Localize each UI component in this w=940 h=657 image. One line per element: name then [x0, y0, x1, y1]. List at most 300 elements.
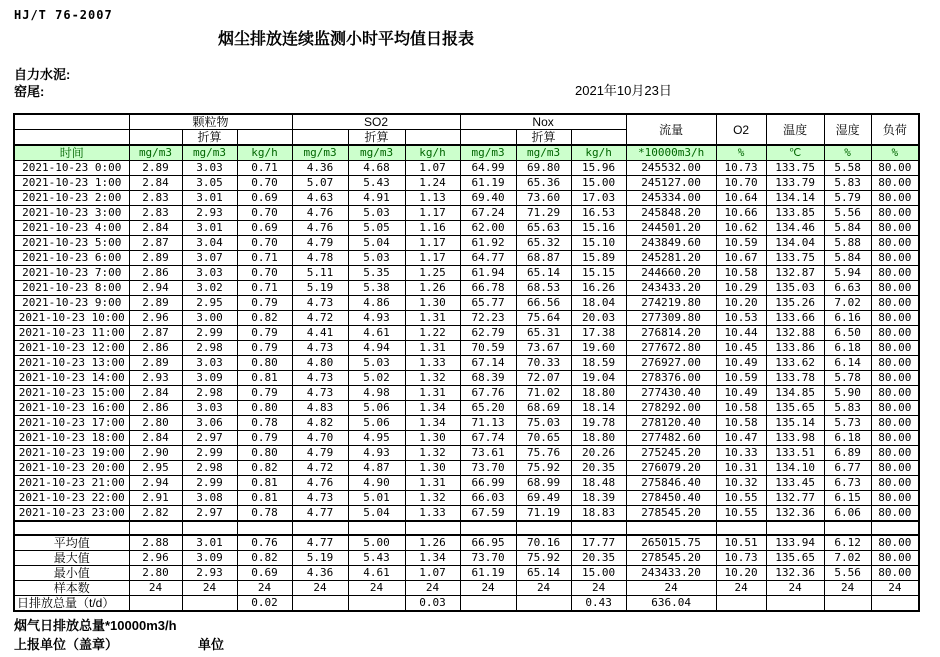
value-cell: 10.32: [716, 476, 766, 491]
value-cell: 3.01: [182, 221, 237, 236]
value-cell: 134.85: [766, 386, 824, 401]
time-cell: 2021-10-23 10:00: [14, 311, 129, 326]
value-cell: 2.96: [129, 311, 182, 326]
value-cell: 10.29: [716, 281, 766, 296]
flue-gas-total-note: 烟气日排放总量*10000m3/h: [14, 618, 177, 633]
table-row: [14, 506, 919, 522]
value-cell: 4.73: [292, 341, 348, 356]
value-cell: 68.99: [516, 476, 571, 491]
value-cell: 5.90: [824, 386, 871, 401]
empty-cell: [405, 521, 460, 535]
value-cell: 65.77: [460, 296, 516, 311]
value-cell: 2.97: [182, 506, 237, 522]
time-cell: 2021-10-23 23:00: [14, 506, 129, 522]
summary-row: [14, 581, 919, 596]
value-cell: 134.10: [766, 461, 824, 476]
value-cell: 0.79: [237, 341, 292, 356]
value-cell: 2.99: [182, 446, 237, 461]
value-cell: 3.08: [182, 491, 237, 506]
value-cell: 80.00: [871, 311, 919, 326]
value-cell: 278545.20: [626, 551, 716, 566]
value-cell: 17.77: [571, 535, 626, 551]
value-cell: 245127.00: [626, 176, 716, 191]
report-date: 2021年10月23日: [575, 83, 672, 98]
value-cell: 80.00: [871, 476, 919, 491]
value-cell: 6.12: [824, 535, 871, 551]
value-cell: 10.58: [716, 266, 766, 281]
value-cell: 10.47: [716, 431, 766, 446]
value-cell: 67.59: [460, 506, 516, 522]
unit-cell: mg/m3: [182, 145, 237, 161]
value-cell: 4.78: [292, 251, 348, 266]
load-header: 负荷: [871, 114, 919, 145]
empty-cell: [129, 521, 182, 535]
value-cell: 10.62: [716, 221, 766, 236]
value-cell: 135.14: [766, 416, 824, 431]
value-cell: 65.31: [516, 326, 571, 341]
value-cell: 0.69: [237, 221, 292, 236]
empty-cell: [292, 130, 348, 146]
value-cell: 4.76: [292, 221, 348, 236]
value-cell: 3.00: [182, 311, 237, 326]
value-cell: 0.79: [237, 326, 292, 341]
value-cell: 3.03: [182, 356, 237, 371]
value-cell: 24: [571, 581, 626, 596]
value-cell: 5.94: [824, 266, 871, 281]
value-cell: 10.58: [716, 416, 766, 431]
value-cell: 15.15: [571, 266, 626, 281]
value-cell: 6.16: [824, 311, 871, 326]
value-cell: 4.61: [348, 326, 405, 341]
value-cell: 276814.20: [626, 326, 716, 341]
value-cell: 636.04: [626, 596, 716, 612]
value-cell: 4.86: [348, 296, 405, 311]
time-cell: 2021-10-23 5:00: [14, 236, 129, 251]
empty-cell: [405, 130, 460, 146]
value-cell: 65.32: [516, 236, 571, 251]
value-cell: 3.09: [182, 371, 237, 386]
summary-row: [14, 551, 919, 566]
value-cell: 6.50: [824, 326, 871, 341]
value-cell: 133.94: [766, 535, 824, 551]
value-cell: 1.34: [405, 416, 460, 431]
value-cell: 5.84: [824, 221, 871, 236]
table-row: [14, 191, 919, 206]
value-cell: 1.26: [405, 535, 460, 551]
value-cell: 132.36: [766, 566, 824, 581]
value-cell: 72.23: [460, 311, 516, 326]
time-cell: 2021-10-23 4:00: [14, 221, 129, 236]
value-cell: 5.06: [348, 401, 405, 416]
empty-cell: [460, 130, 516, 146]
value-cell: 80.00: [871, 491, 919, 506]
value-cell: 4.87: [348, 461, 405, 476]
table-row: [14, 236, 919, 251]
time-cell: 2021-10-23 18:00: [14, 431, 129, 446]
value-cell: 66.99: [460, 476, 516, 491]
value-cell: 2.84: [129, 221, 182, 236]
value-cell: 0.80: [237, 401, 292, 416]
value-cell: 0.79: [237, 386, 292, 401]
value-cell: 278545.20: [626, 506, 716, 522]
value-cell: 2.98: [182, 461, 237, 476]
value-cell: 70.16: [516, 535, 571, 551]
time-cell: 2021-10-23 3:00: [14, 206, 129, 221]
value-cell: 71.13: [460, 416, 516, 431]
value-cell: 5.35: [348, 266, 405, 281]
value-cell: 75.03: [516, 416, 571, 431]
value-cell: 19.60: [571, 341, 626, 356]
value-cell: 133.86: [766, 341, 824, 356]
value-cell: 20.26: [571, 446, 626, 461]
value-cell: 5.43: [348, 551, 405, 566]
value-cell: 1.16: [405, 221, 460, 236]
value-cell: 5.03: [348, 251, 405, 266]
value-cell: 67.24: [460, 206, 516, 221]
value-cell: 4.73: [292, 296, 348, 311]
value-cell: 0.03: [405, 596, 460, 612]
value-cell: 69.40: [460, 191, 516, 206]
value-cell: 10.49: [716, 356, 766, 371]
value-cell: 2.98: [182, 386, 237, 401]
value-cell: 64.99: [460, 161, 516, 176]
value-cell: 80.00: [871, 236, 919, 251]
unit-cell: ℃: [766, 145, 824, 161]
table-row: [14, 461, 919, 476]
value-cell: 4.80: [292, 356, 348, 371]
time-header: 时间: [14, 145, 129, 161]
value-cell: 4.72: [292, 311, 348, 326]
value-cell: 1.33: [405, 356, 460, 371]
table-row: [14, 386, 919, 401]
unit-cell: kg/h: [571, 145, 626, 161]
time-cell: 2021-10-23 6:00: [14, 251, 129, 266]
value-cell: 0.69: [237, 191, 292, 206]
time-cell: 2021-10-23 15:00: [14, 386, 129, 401]
value-cell: 24: [129, 581, 182, 596]
time-cell: 2021-10-23 8:00: [14, 281, 129, 296]
value-cell: 0.70: [237, 176, 292, 191]
value-cell: [460, 596, 516, 612]
value-cell: 277430.40: [626, 386, 716, 401]
value-cell: 24: [460, 581, 516, 596]
table-row: [14, 176, 919, 191]
value-cell: 20.35: [571, 461, 626, 476]
value-cell: 1.26: [405, 281, 460, 296]
value-cell: 70.59: [460, 341, 516, 356]
table-row: [14, 491, 919, 506]
value-cell: 80.00: [871, 535, 919, 551]
value-cell: 4.68: [348, 161, 405, 176]
value-cell: 4.76: [292, 206, 348, 221]
value-cell: 18.48: [571, 476, 626, 491]
value-cell: 19.78: [571, 416, 626, 431]
value-cell: 5.04: [348, 236, 405, 251]
value-cell: 68.87: [516, 251, 571, 266]
value-cell: 65.20: [460, 401, 516, 416]
pm-converted-header: 折算: [182, 130, 237, 146]
value-cell: 71.29: [516, 206, 571, 221]
empty-cell: [766, 521, 824, 535]
table-row: [14, 296, 919, 311]
value-cell: 4.94: [348, 341, 405, 356]
value-cell: 18.83: [571, 506, 626, 522]
value-cell: 6.89: [824, 446, 871, 461]
value-cell: 245281.20: [626, 251, 716, 266]
value-cell: 1.30: [405, 296, 460, 311]
value-cell: 1.31: [405, 476, 460, 491]
value-cell: 75.92: [516, 551, 571, 566]
value-cell: [871, 596, 919, 612]
value-cell: 10.31: [716, 461, 766, 476]
value-cell: 1.17: [405, 206, 460, 221]
value-cell: [182, 596, 237, 612]
company-name: 自力水泥:: [14, 67, 71, 82]
value-cell: 135.26: [766, 296, 824, 311]
value-cell: 1.34: [405, 401, 460, 416]
empty-cell: [824, 521, 871, 535]
value-cell: 5.07: [292, 176, 348, 191]
value-cell: 66.78: [460, 281, 516, 296]
value-cell: 71.19: [516, 506, 571, 522]
value-cell: 3.04: [182, 236, 237, 251]
value-cell: 10.45: [716, 341, 766, 356]
value-cell: 2.88: [129, 535, 182, 551]
table-row: [14, 251, 919, 266]
separator-row: [14, 521, 919, 535]
value-cell: 4.41: [292, 326, 348, 341]
value-cell: 10.67: [716, 251, 766, 266]
value-cell: 2.97: [182, 431, 237, 446]
value-cell: 276079.20: [626, 461, 716, 476]
unit-cell: mg/m3: [129, 145, 182, 161]
value-cell: 5.04: [348, 506, 405, 522]
value-cell: 10.51: [716, 535, 766, 551]
value-cell: 5.73: [824, 416, 871, 431]
value-cell: 4.91: [348, 191, 405, 206]
value-cell: 0.81: [237, 476, 292, 491]
value-cell: 4.93: [348, 311, 405, 326]
value-cell: 15.16: [571, 221, 626, 236]
value-cell: 2.90: [129, 446, 182, 461]
value-cell: 80.00: [871, 326, 919, 341]
time-cell: 2021-10-23 7:00: [14, 266, 129, 281]
time-cell: 2021-10-23 13:00: [14, 356, 129, 371]
value-cell: 278292.00: [626, 401, 716, 416]
value-cell: 243433.20: [626, 281, 716, 296]
value-cell: 10.33: [716, 446, 766, 461]
value-cell: 0.02: [237, 596, 292, 612]
units-row: [14, 145, 919, 161]
value-cell: 80.00: [871, 461, 919, 476]
value-cell: 1.34: [405, 551, 460, 566]
value-cell: 0.70: [237, 206, 292, 221]
value-cell: 2.94: [129, 476, 182, 491]
value-cell: 3.01: [182, 535, 237, 551]
table-row: [14, 326, 919, 341]
value-cell: 5.58: [824, 161, 871, 176]
value-cell: 1.17: [405, 251, 460, 266]
time-cell: 2021-10-23 0:00: [14, 161, 129, 176]
value-cell: 64.77: [460, 251, 516, 266]
value-cell: 5.06: [348, 416, 405, 431]
unit-cell: %: [824, 145, 871, 161]
value-cell: 66.56: [516, 296, 571, 311]
value-cell: 275846.40: [626, 476, 716, 491]
value-cell: 7.02: [824, 296, 871, 311]
value-cell: 17.38: [571, 326, 626, 341]
value-cell: 135.03: [766, 281, 824, 296]
value-cell: 10.73: [716, 161, 766, 176]
summary-row: [14, 535, 919, 551]
value-cell: 0.70: [237, 236, 292, 251]
value-cell: 0.71: [237, 281, 292, 296]
nox-group-header: Nox: [460, 114, 626, 130]
nox-converted-header: 折算: [516, 130, 571, 146]
value-cell: 18.59: [571, 356, 626, 371]
value-cell: 5.19: [292, 281, 348, 296]
value-cell: 0.79: [237, 296, 292, 311]
value-cell: 4.63: [292, 191, 348, 206]
value-cell: 4.73: [292, 491, 348, 506]
value-cell: 19.04: [571, 371, 626, 386]
table-row: [14, 161, 919, 176]
value-cell: 10.53: [716, 311, 766, 326]
value-cell: 24: [716, 581, 766, 596]
value-cell: 278376.00: [626, 371, 716, 386]
value-cell: 2.83: [129, 191, 182, 206]
time-cell: 2021-10-23 11:00: [14, 326, 129, 341]
value-cell: 5.84: [824, 251, 871, 266]
value-cell: [292, 596, 348, 612]
o2-header: O2: [716, 114, 766, 145]
value-cell: 6.14: [824, 356, 871, 371]
table-row: [14, 281, 919, 296]
time-cell: 2021-10-23 12:00: [14, 341, 129, 356]
value-cell: 67.14: [460, 356, 516, 371]
group-header-row: [14, 114, 919, 130]
value-cell: 4.76: [292, 476, 348, 491]
value-cell: 0.76: [237, 535, 292, 551]
time-cell: 2021-10-23 16:00: [14, 401, 129, 416]
value-cell: 80.00: [871, 446, 919, 461]
value-cell: 80.00: [871, 161, 919, 176]
value-cell: 5.00: [348, 535, 405, 551]
summary-label: 平均值: [14, 535, 129, 551]
value-cell: 6.06: [824, 506, 871, 522]
unit-cell: kg/h: [237, 145, 292, 161]
value-cell: 2.86: [129, 401, 182, 416]
value-cell: 5.79: [824, 191, 871, 206]
time-cell: 2021-10-23 21:00: [14, 476, 129, 491]
summary-label: 最大值: [14, 551, 129, 566]
value-cell: 73.60: [516, 191, 571, 206]
value-cell: 244660.20: [626, 266, 716, 281]
value-cell: 0.81: [237, 491, 292, 506]
value-cell: 71.02: [516, 386, 571, 401]
value-cell: 265015.75: [626, 535, 716, 551]
value-cell: 80.00: [871, 371, 919, 386]
table-row: [14, 371, 919, 386]
value-cell: 24: [292, 581, 348, 596]
value-cell: 4.73: [292, 386, 348, 401]
value-cell: 15.89: [571, 251, 626, 266]
value-cell: 134.04: [766, 236, 824, 251]
value-cell: 133.79: [766, 176, 824, 191]
value-cell: 80.00: [871, 206, 919, 221]
standard-code: HJ/T 76-2007: [14, 8, 113, 22]
value-cell: 10.49: [716, 386, 766, 401]
value-cell: 1.07: [405, 566, 460, 581]
value-cell: 4.83: [292, 401, 348, 416]
time-col-spacer: [14, 114, 129, 130]
value-cell: 1.30: [405, 461, 460, 476]
table-row: [14, 206, 919, 221]
value-cell: 2.98: [182, 341, 237, 356]
value-cell: 68.39: [460, 371, 516, 386]
value-cell: 134.14: [766, 191, 824, 206]
value-cell: 18.39: [571, 491, 626, 506]
value-cell: 4.70: [292, 431, 348, 446]
value-cell: 244501.20: [626, 221, 716, 236]
time-cell: 2021-10-23 2:00: [14, 191, 129, 206]
value-cell: 5.03: [348, 206, 405, 221]
value-cell: 16.26: [571, 281, 626, 296]
value-cell: 1.17: [405, 236, 460, 251]
value-cell: 24: [405, 581, 460, 596]
pm-group-header: 颗粒物: [129, 114, 292, 130]
value-cell: 1.30: [405, 431, 460, 446]
empty-cell: [571, 521, 626, 535]
value-cell: 4.79: [292, 236, 348, 251]
value-cell: 4.95: [348, 431, 405, 446]
value-cell: 277482.60: [626, 431, 716, 446]
value-cell: 278120.40: [626, 416, 716, 431]
value-cell: 2.93: [129, 371, 182, 386]
value-cell: 6.73: [824, 476, 871, 491]
empty-cell: [716, 521, 766, 535]
value-cell: 1.32: [405, 491, 460, 506]
value-cell: 0.81: [237, 371, 292, 386]
summary-label: 日排放总量（t/d）: [14, 596, 129, 612]
value-cell: 61.94: [460, 266, 516, 281]
value-cell: [516, 596, 571, 612]
unit-label: 单位: [198, 637, 225, 652]
value-cell: 67.76: [460, 386, 516, 401]
value-cell: 10.55: [716, 506, 766, 522]
value-cell: 73.70: [460, 551, 516, 566]
value-cell: 0.82: [237, 461, 292, 476]
value-cell: 2.95: [182, 296, 237, 311]
value-cell: 3.07: [182, 251, 237, 266]
empty-cell: [237, 130, 292, 146]
value-cell: 2.89: [129, 356, 182, 371]
value-cell: 80.00: [871, 566, 919, 581]
value-cell: 69.49: [516, 491, 571, 506]
table-row: [14, 416, 919, 431]
value-cell: 5.88: [824, 236, 871, 251]
value-cell: 5.02: [348, 371, 405, 386]
unit-cell: mg/m3: [516, 145, 571, 161]
value-cell: 80.00: [871, 356, 919, 371]
value-cell: 4.77: [292, 535, 348, 551]
value-cell: 18.14: [571, 401, 626, 416]
value-cell: 7.02: [824, 551, 871, 566]
value-cell: 18.04: [571, 296, 626, 311]
value-cell: [766, 596, 824, 612]
table-row: [14, 356, 919, 371]
value-cell: 80.00: [871, 506, 919, 522]
